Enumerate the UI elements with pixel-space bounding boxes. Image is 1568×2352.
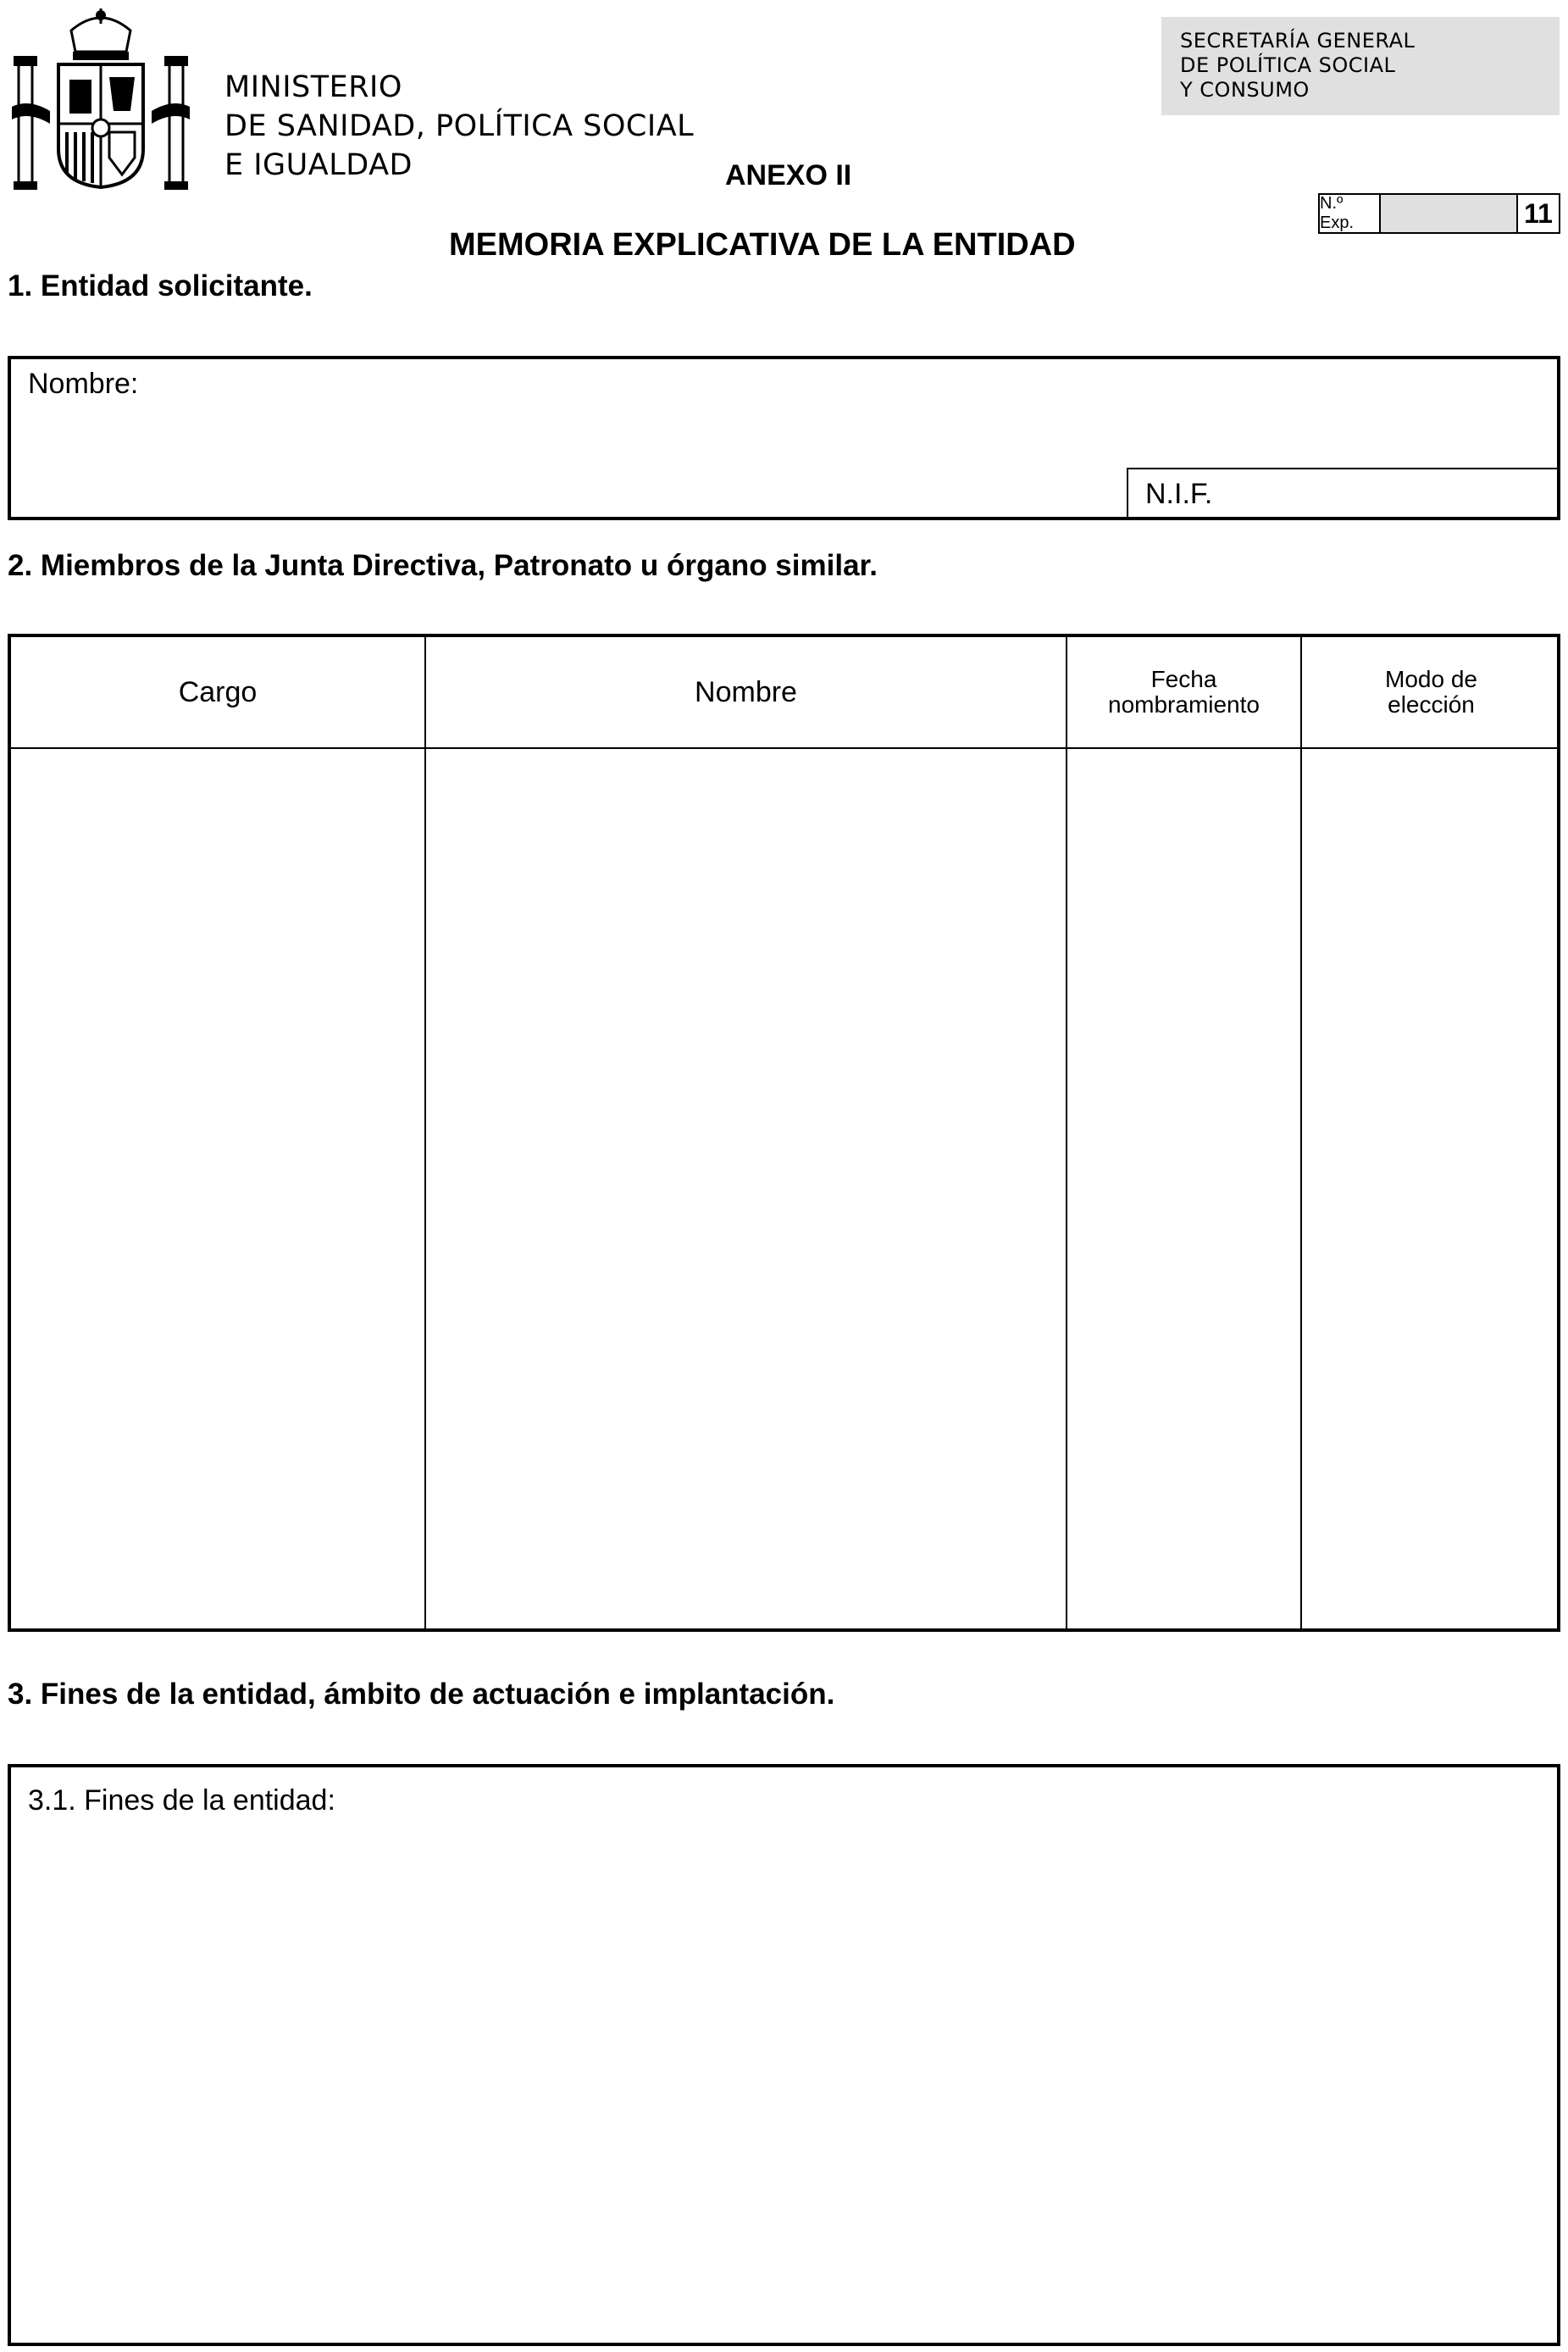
column-header-modo: Modo de elección (1385, 666, 1477, 718)
section3-heading: 3. Fines de la entidad, ámbito de actuación e implantación. (8, 1678, 835, 1711)
fecha-column-field[interactable] (1067, 749, 1299, 1628)
column-header-cargo: Cargo (178, 675, 258, 708)
expediente-label: N.º Exp. (1320, 195, 1381, 232)
section1-heading: 1. Entidad solicitante. (8, 269, 313, 302)
nif-field[interactable] (1127, 468, 1560, 520)
ministry-name (224, 68, 694, 185)
expediente-field[interactable] (1381, 195, 1518, 232)
nif-label: N.I.F. (1145, 478, 1213, 510)
ministry-line: E IGUALDAD (224, 148, 413, 182)
column-header-fecha: Fecha nombramiento (1108, 666, 1260, 718)
annex-label: ANEXO II (725, 159, 852, 191)
expediente-box (1318, 193, 1560, 234)
ministry-line: MINISTERIO (224, 70, 402, 104)
cargo-column-field[interactable] (11, 749, 423, 1628)
section2-heading: 2. Miembros de la Junta Directiva, Patronato u órgano similar. (8, 549, 878, 582)
fines-label: 3.1. Fines de la entidad: (28, 1784, 335, 1817)
ministry-line: DE SANIDAD, POLÍTICA SOCIAL (224, 109, 695, 143)
coat-of-arms-logo (12, 5, 190, 193)
document-title: MEMORIA EXPLICATIVA DE LA ENTIDAD (449, 227, 1076, 263)
secretaria-box (1161, 17, 1560, 115)
entity-box[interactable] (8, 356, 1560, 520)
secretaria-line: Y CONSUMO (1180, 78, 1310, 102)
nombre-label: Nombre: (28, 368, 139, 400)
nombre-column-field[interactable] (426, 749, 1064, 1628)
modo-column-field[interactable] (1302, 749, 1557, 1628)
secretaria-line: SECRETARÍA GENERAL (1180, 29, 1416, 53)
fines-box[interactable] (8, 1764, 1560, 2346)
form-number: 11 (1518, 195, 1559, 232)
members-table (8, 634, 1560, 1632)
column-header-nombre: Nombre (695, 675, 797, 708)
secretaria-line: DE POLÍTICA SOCIAL (1180, 53, 1396, 77)
